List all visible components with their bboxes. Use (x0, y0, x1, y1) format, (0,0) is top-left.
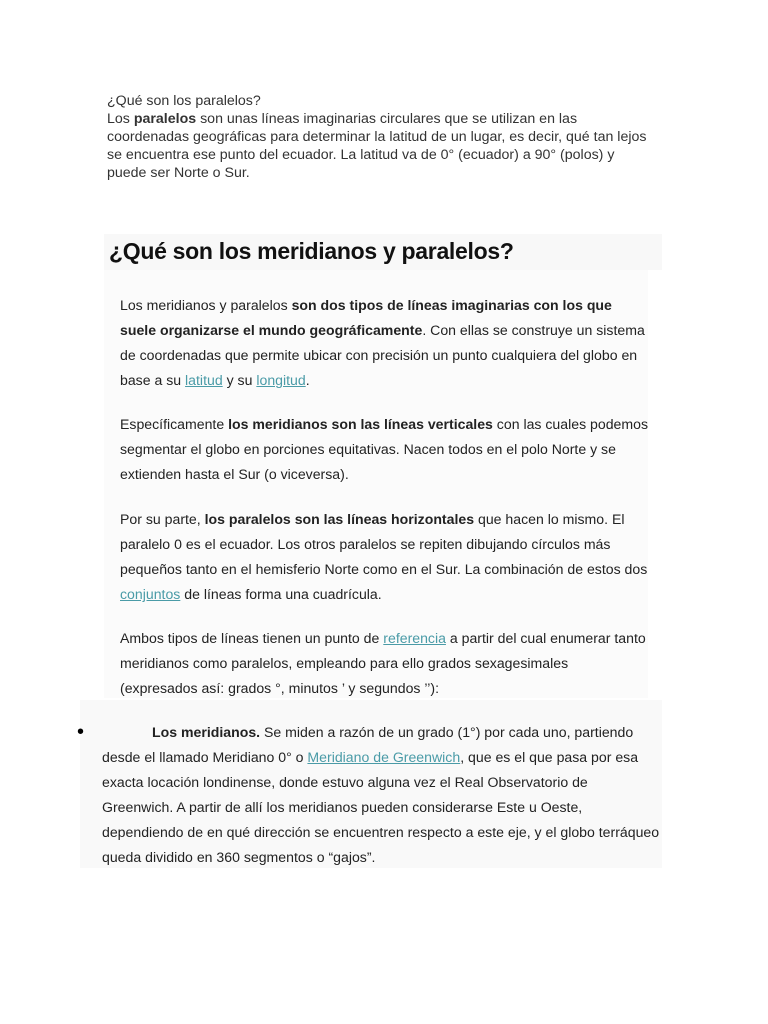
list-item-meridianos (102, 720, 662, 870)
article-heading-block (104, 234, 662, 270)
article-title: ¿Qué son los meridianos y paralelos? (109, 238, 514, 264)
p2-text-c: con las cuales podemos segmentar el globo en porciones equitativas. Nacen todos en el polo Norte y se extienden hasta el Sur (o viceversa). (120, 416, 649, 482)
intro-lead: Los (107, 111, 134, 127)
p2-text-a: Específicamente (120, 416, 229, 432)
p1-text-a: Los meridianos y paralelos (120, 297, 292, 313)
list-item-bold: Los meridianos. (152, 724, 261, 740)
p3-text-a: Por su parte, (120, 511, 205, 527)
latitud-link[interactable]: latitud (185, 372, 223, 388)
p3-text-c: que hacen lo mismo. El paralelo 0 es el ecuador. Los otros paralelos se repiten dibujando círculos más pequeños tanto en el hemisferio Norte como en el Sur. La combinación de estos dos (120, 511, 648, 577)
list-item-text-a: Se miden a razón de un grado (1°) por cada uno, partiendo desde el llamado Meridiano 0° o (102, 724, 634, 765)
greenwich-link[interactable]: Meridiano de Greenwich (307, 749, 461, 765)
list-item-text-c: , que es el que pasa por esa exacta locación londinense, donde estuvo alguna vez el Real Observatorio de Greenwich. A partir de allí los meridianos pueden considerarse Este u Oeste, dependiendo de en qué dirección se encuentren respecto a este eje, y el globo terráqueo queda dividido en 360 segmentos o “gajos”. (102, 749, 660, 865)
p1-text-d: y su (222, 372, 257, 388)
intro-paragraph (107, 110, 647, 182)
p4-text-a: Ambos tipos de líneas tienen un punto de (120, 630, 384, 646)
article-body (104, 270, 648, 698)
referencia-link[interactable]: referencia (383, 630, 446, 646)
paragraph-3 (120, 507, 648, 607)
conjuntos-link[interactable]: conjuntos (120, 586, 181, 602)
p4-text-b: a partir del cual enumerar tanto meridianos como paralelos, empleando para ello grados sexagesimales (expresados así: grados °, minutos ’ y segundos ’’): (120, 630, 646, 696)
p1-bold: son dos tipos de líneas imaginarias con los que suele organizarse el mundo geográficamente (120, 297, 612, 338)
p1-text-c: . Con ellas se construye un sistema de coordenadas que permite ubicar con precisión un punto cualquiera del globo en base a su (120, 322, 645, 388)
paragraph-4 (120, 626, 648, 701)
list-bullet: • (77, 721, 85, 743)
p3-text-d: de líneas forma una cuadrícula. (180, 586, 382, 602)
intro-bold: paralelos (133, 111, 197, 127)
paragraph-1 (120, 293, 648, 393)
intro-question: ¿Qué son los paralelos? (107, 93, 261, 109)
p2-bold: los meridianos son las líneas verticales (228, 416, 493, 432)
p3-bold: los paralelos son las líneas horizontales (204, 511, 475, 527)
intro-section (107, 92, 647, 182)
longitud-link[interactable]: longitud (256, 372, 306, 388)
intro-rest: son unas líneas imaginarias circulares que se utilizan en las coordenadas geográficas para determinar la latitud de un lugar, es decir, qué tan lejos se encuentra ese punto del ecuador. La latitud va de 0° (ecuador) a 90° (polos) y puede ser Norte o Sur. (107, 111, 647, 181)
paragraph-2 (120, 412, 648, 487)
p1-text-e: . (305, 372, 310, 388)
